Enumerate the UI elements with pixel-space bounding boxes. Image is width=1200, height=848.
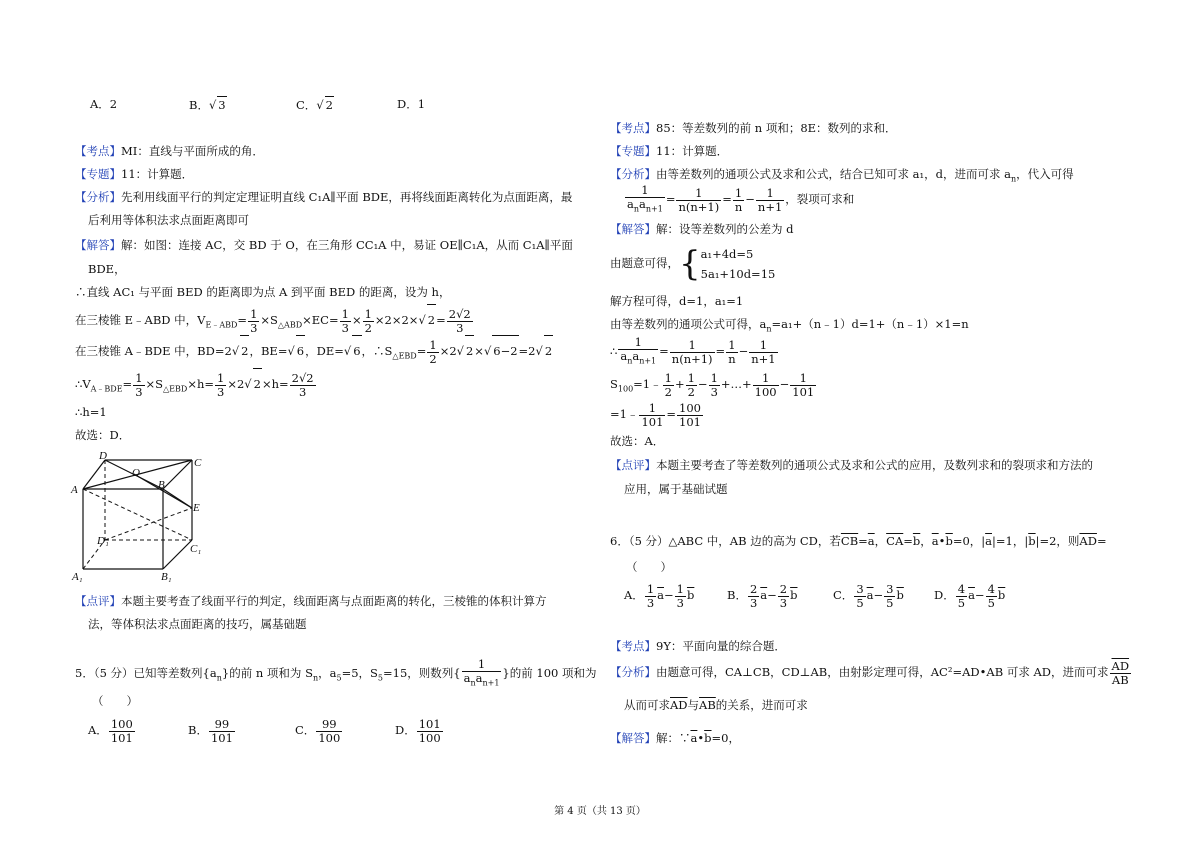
- q6-option-a: A． $\frac{1}{3}$ $\overline{a}-$ $\frac{1}{3}$ $\overline{b}$: [624, 581, 695, 610]
- q6-paren: （ ）: [626, 560, 672, 574]
- right-final: =1﹣ $\frac{1}{101}$ = $\frac{100}{101}$: [610, 400, 701, 429]
- q5-option-d: D． $\frac{101}{100}$: [395, 716, 441, 745]
- label-e: E: [193, 502, 200, 514]
- right-s100: $S_{100}=1﹣$ $\frac{1}{2}$ + $\frac{1}{2}$ − $\frac{1}{3}$ +…+ $\frac{1}{100}$ − $\frac{1}{101}$: [610, 370, 815, 399]
- q5-stem: 5．（5 分）已知等差数列$\{a_n\}$的前 n 项和为 $S_n$，$a_5=5$，$S_5=15$，则数列{ $\frac{1}{a_na_{n+1}}$ }的前 100 项和为: [75, 657, 597, 688]
- label-c: C: [194, 457, 202, 469]
- left-fenxi-cont: 后利用等体积法求点面距离即可: [88, 213, 249, 227]
- right-solve: 解方程可得，d=1，a₁=1: [610, 294, 744, 308]
- right-jieda-2: 【解答】解：$\because\overline{a}•\overline{b}=0$，: [610, 731, 740, 745]
- left-volume-line-3: $\therefore V_{A﹣BDE}=$ $\frac{1}{3}$ $\times S_{\triangle EBD}\times h=$ $\frac{1}{3}$ ×2√ 2×h= $\frac{2√2}{3}$: [75, 368, 317, 404]
- q4-option-d: D．1: [397, 97, 426, 111]
- q6-option-c: C． $\frac{3}{5}$ $\overline{a}-$ $\frac{3}{5}$ $\overline{b}$: [833, 581, 904, 610]
- right-fenxi-2: 【分析】由题意可得，CA⊥CB，CD⊥AB，由射影定理可得，AC²=AD•AB 可求 AD，进而可求 $\frac{\overline{AD}}{AB}$: [610, 658, 1130, 687]
- label-a: A: [71, 484, 78, 496]
- page-footer: 第 4 页（共 13 页）: [554, 806, 646, 817]
- left-fenxi: 【分析】先利用线面平行的判定定理证明直线 C₁A∥平面 BDE，再将线面距离转化为点面距离，最: [75, 190, 573, 204]
- right-fenxi-2-cont: 从而可求$\overline{AD}$与$\overline{AB}$的关系，进而可求: [624, 698, 808, 712]
- right-split: ∴ $\frac{1}{a_na_{n+1}}$ = $\frac{1}{n(n+1)}$ = $\frac{1}{n}$ − $\frac{1}{n+1}$: [610, 335, 776, 366]
- left-kaodian: 【考点】MI：直线与平面所成的角．: [75, 144, 264, 158]
- left-dianping-cont: 法，等体积法求点面距离的技巧，属基础题: [88, 617, 307, 631]
- q5-option-b: B． $\frac{99}{101}$: [188, 716, 233, 745]
- q6-option-b: B． $\frac{2}{3}$ $\overline{a}-$ $\frac{2}{3}$ $\overline{b}$: [727, 581, 798, 610]
- right-dianping-cont: 应用，属于基础试题: [624, 482, 728, 496]
- label-o: O: [132, 467, 140, 479]
- left-jieda-cont: BDE，: [88, 262, 126, 276]
- label-b1: B₁: [161, 571, 172, 583]
- right-kaodian-2: 【考点】9Y：平面向量的综合题．: [610, 639, 786, 653]
- q4-options: [90, 96, 426, 112]
- label-b: B: [158, 479, 165, 491]
- left-volume-line-2: 在三棱锥 A﹣BDE 中，BD=2√ 2，BE=√ 6，DE=√ 6，$\therefore S_{\triangle EBD}=$ $\frac{1}{2}$ ×2√ 2×√ 6−2=2√ 2: [75, 335, 553, 371]
- right-system: 由题意可得，{ a₁+4d=5 5a₁+10d=15: [610, 244, 776, 284]
- q4-option-c: C．√ 2: [296, 98, 333, 112]
- right-fenxi: 【分析】由等差数列的通项公式及求和公式，结合已知可求 a₁，d，进而可求 $a_n$，代入可得: [610, 167, 1074, 184]
- q4-option-b: B．√ 3: [189, 98, 226, 112]
- q4-option-a: A．2: [90, 97, 118, 111]
- right-jieda: 【解答】解：设等差数列的公差为 d: [610, 222, 794, 236]
- left-dianping: 【点评】本题主要考查了线面平行的判定，线面距离与点面距离的转化，三棱锥的体积计算方: [75, 594, 547, 608]
- left-zhuanti: 【专题】11：计算题．: [75, 167, 194, 181]
- q6-option-d: D． $\frac{4}{5}$ $\overline{a}-$ $\frac{4}{5}$ $\overline{b}$: [934, 581, 1006, 610]
- left-jieda: 【解答】解：如图：连接 AC，交 BD 于 O，在三角形 CC₁A 中，易证 OE∥C₁A，从而 C₁A∥平面: [75, 238, 573, 252]
- q5-options: [88, 715, 441, 745]
- right-fenxi-formula: $\frac{1}{a_na_{n+1}}$ = $\frac{1}{n(n+1)}$ = $\frac{1}{n}$ − $\frac{1}{n+1}$ ，裂项可求和: [627, 183, 855, 214]
- label-d: D: [99, 450, 107, 462]
- cube-figure: [68, 448, 218, 588]
- right-answer: 故选：A．: [610, 434, 665, 448]
- label-d1: D₁: [97, 535, 109, 547]
- label-a1: A₁: [72, 571, 83, 583]
- right-kaodian: 【考点】85：等差数列的前 n 项和；8E：数列的求和．: [610, 121, 897, 135]
- right-dianping: 【点评】本题主要考查了等差数列的通项公式及求和公式的应用，及数列求和的裂项求和方法的: [610, 458, 1093, 472]
- left-distance-line: ∴直线 AC₁ 与平面 BED 的距离即为点 A 到平面 BED 的距离，设为 h，: [75, 285, 451, 299]
- right-general: 由等差数列的通项公式可得，$a_n=a_1+(n﹣1)d=1+(n﹣1)\times 1=n$: [610, 317, 969, 334]
- q5-paren: （ ）: [92, 694, 138, 708]
- q6-options: [624, 580, 1006, 610]
- left-volume-line-1: 在三棱锥 E﹣ABD 中，$V_{E﹣ABD}=$ $\frac{1}{3}$ $\times S_{\triangle ABD}\times EC=$ $\frac{1}{3}$ × $\frac{1}{2}$ ×2×2×√ 2= $\frac{2√2}{3}$: [75, 304, 474, 340]
- q5-option-a: A． $\frac{100}{101}$: [88, 716, 133, 745]
- left-h-line: ∴h=1: [75, 405, 107, 419]
- left-answer: 故选：D．: [75, 428, 131, 442]
- q6-stem: 6．（5 分）△ABC 中，AB 边的高为 CD，若$\overline{CB}=\overline{a}$，$\overline{CA}=\overline{b}$，$\overline{a}•\overline{b}=0$，$|\overline{a}|=1$，$|\overline{b}|=2$，则$\overline{AD}=$: [610, 534, 1107, 548]
- label-c1: C₁: [190, 543, 202, 555]
- q5-option-c: C． $\frac{99}{100}$: [295, 716, 341, 745]
- right-zhuanti: 【专题】11：计算题．: [610, 144, 729, 158]
